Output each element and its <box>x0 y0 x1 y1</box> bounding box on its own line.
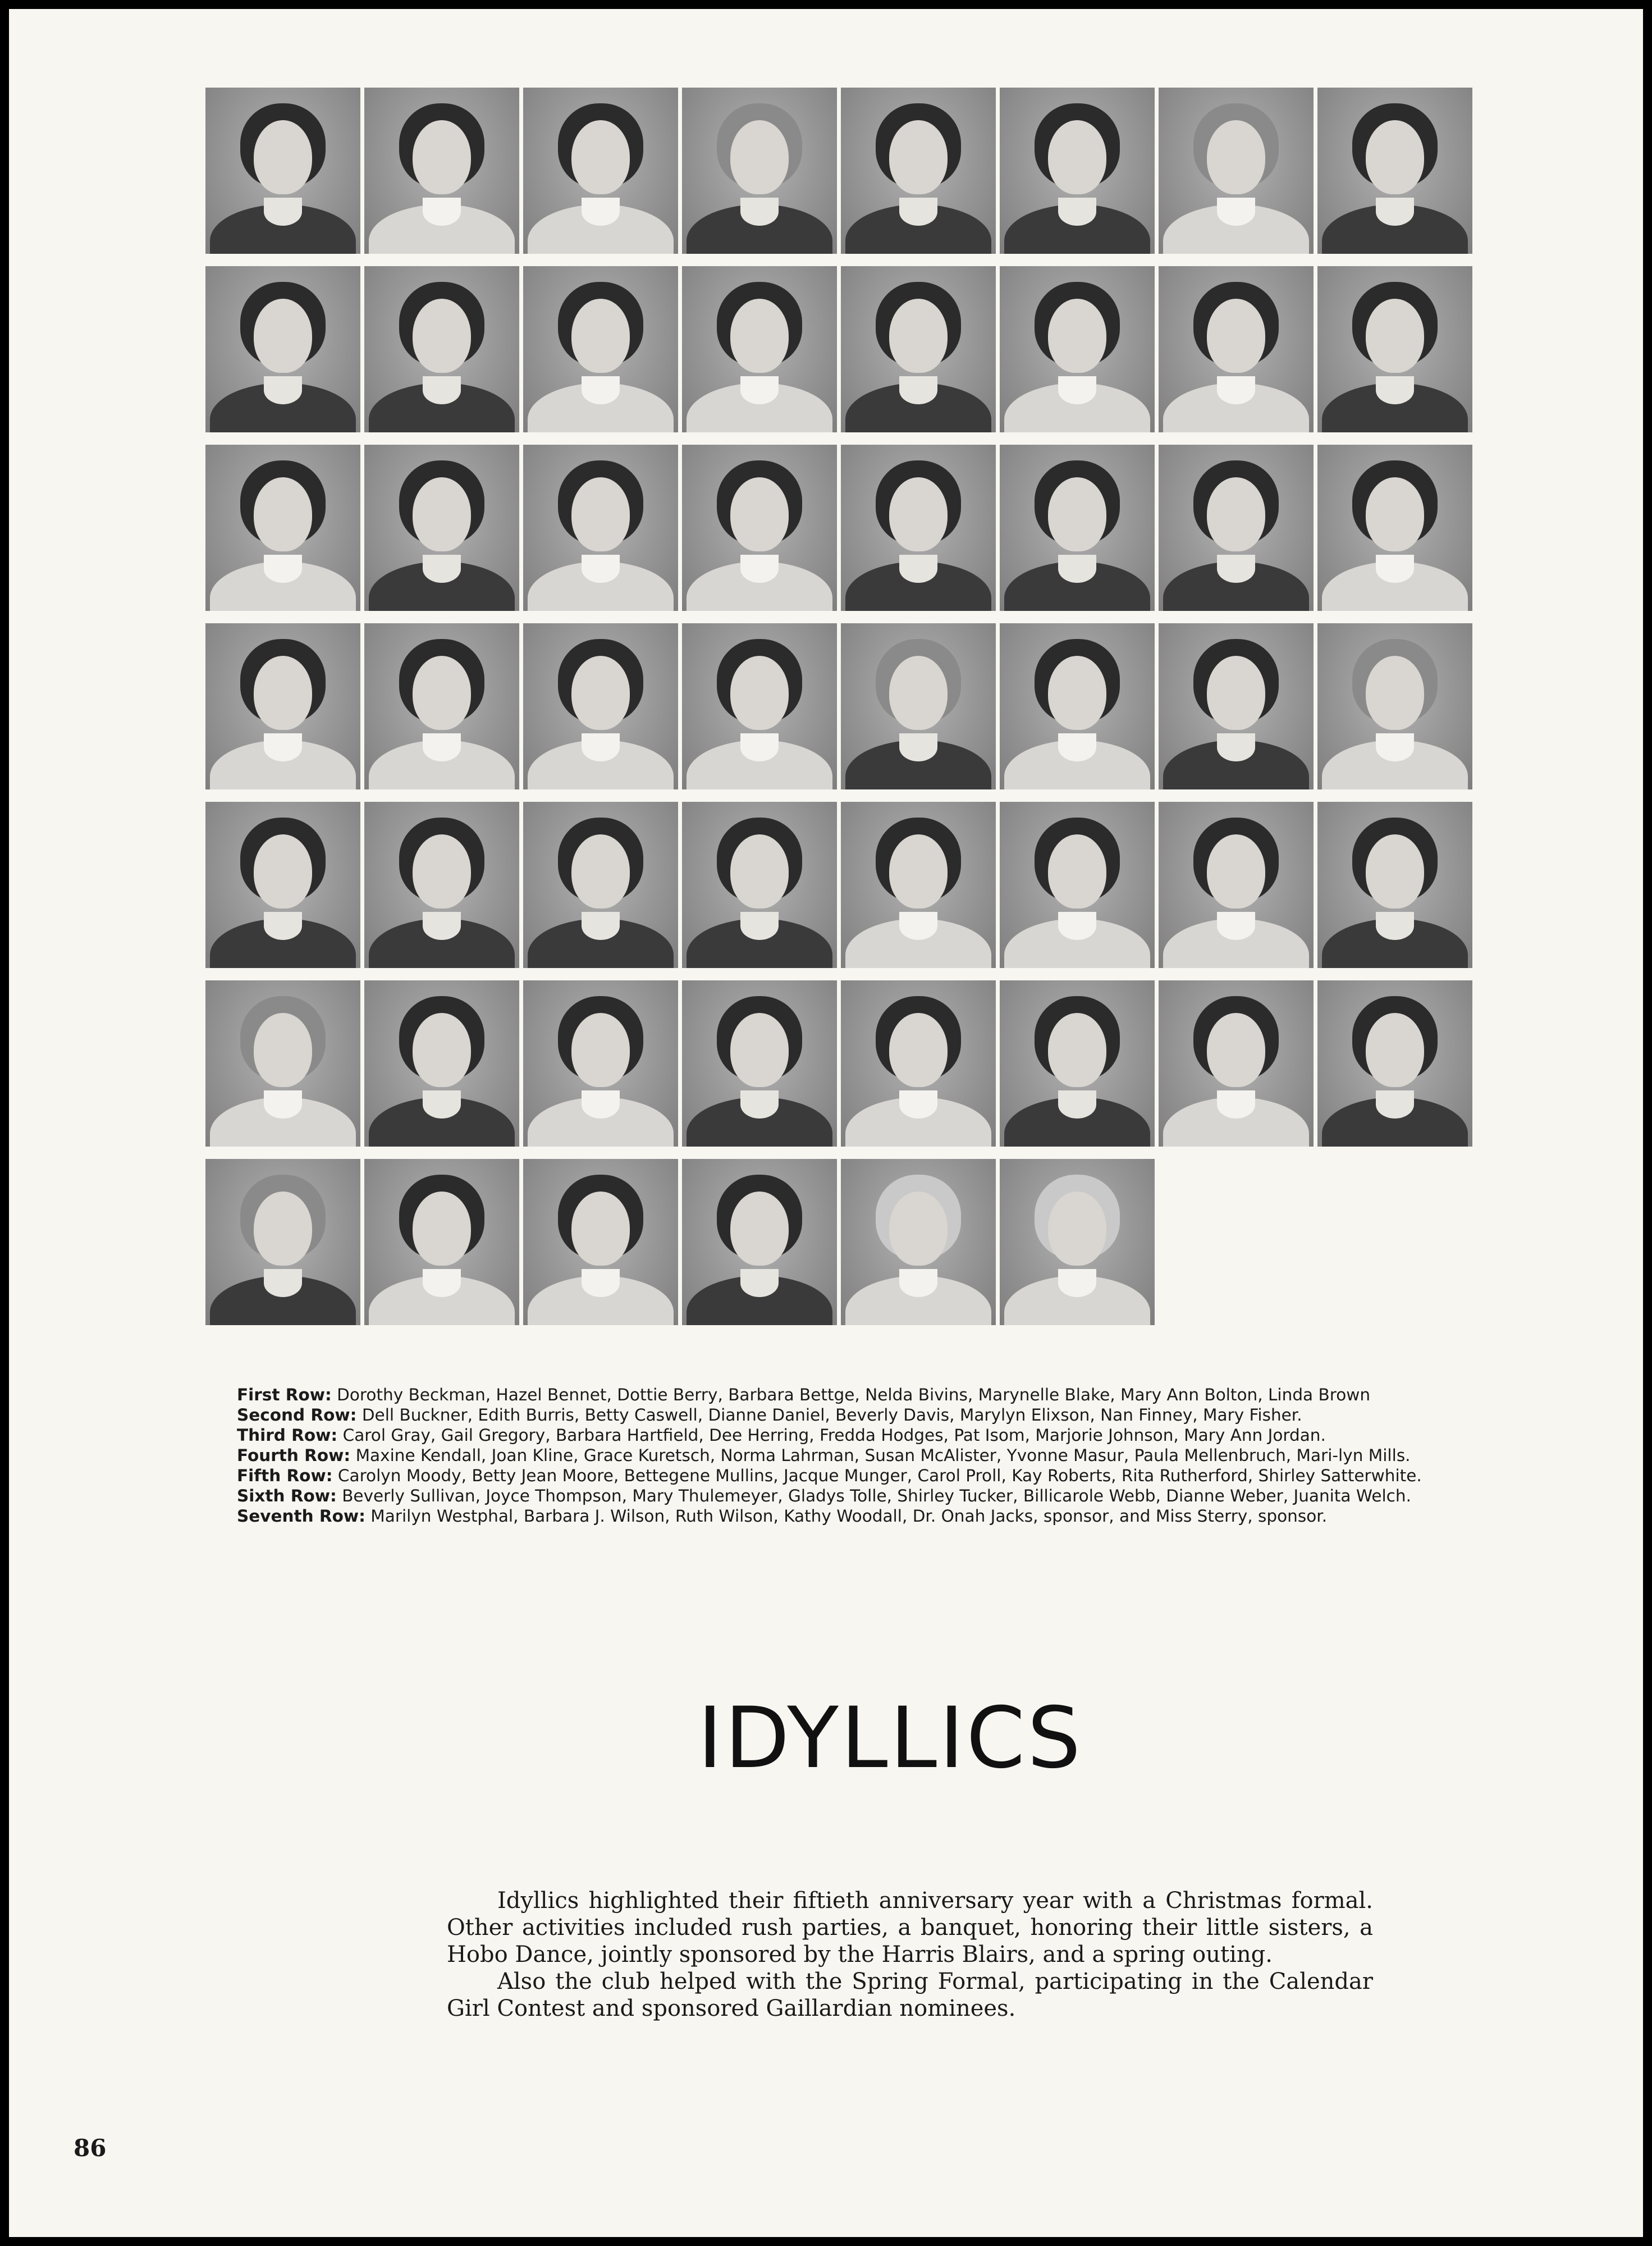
portrait-collar <box>1058 198 1096 226</box>
portrait-face <box>730 1013 789 1087</box>
portrait-face <box>1048 1192 1106 1266</box>
portrait-collar <box>1217 376 1255 404</box>
portrait-face <box>1207 477 1265 551</box>
member-portrait <box>364 1159 519 1325</box>
member-portrait <box>364 980 519 1147</box>
member-portrait <box>523 802 678 968</box>
portrait-face <box>1048 1013 1106 1087</box>
portrait-collar <box>1376 1090 1414 1119</box>
portrait-collar <box>582 198 620 226</box>
member-portrait <box>1159 88 1314 254</box>
member-portrait <box>1159 445 1314 611</box>
portrait-collar <box>740 912 779 940</box>
row-label: Fourth Row: <box>237 1446 351 1465</box>
portrait-face <box>571 477 630 551</box>
row-label: Second Row: <box>237 1405 357 1425</box>
member-portrait <box>1159 623 1314 789</box>
portrait-face <box>889 120 948 194</box>
portrait-collar <box>899 1269 937 1297</box>
member-portrait <box>682 623 837 789</box>
portrait-face <box>254 120 312 194</box>
portrait-collar <box>582 912 620 940</box>
portrait-collar <box>899 376 937 404</box>
description-paragraph-2: Also the club helped with the Spring Formal, participating in the Calendar Girl Contest and sponsored Gaillardian nominees. <box>447 1969 1373 2021</box>
portrait-face <box>413 1192 471 1266</box>
member-portrait <box>1000 266 1155 432</box>
member-portrait <box>841 445 996 611</box>
portrait-collar <box>423 1090 461 1119</box>
portrait-collar <box>1058 733 1096 761</box>
portrait-collar <box>582 555 620 583</box>
caption-row-2 <box>237 1405 1472 1425</box>
member-caption <box>237 1385 1472 1526</box>
portrait-face <box>1366 299 1424 373</box>
member-portrait <box>1000 445 1155 611</box>
portrait-collar <box>264 198 302 226</box>
member-portrait <box>841 266 996 432</box>
portrait-face <box>571 120 630 194</box>
portrait-collar <box>1376 198 1414 226</box>
portrait-collar <box>1376 376 1414 404</box>
portrait-face <box>254 299 312 373</box>
description-paragraph-1: Idyllics highlighted their fiftieth anniversary year with a Christmas formal. Other activities included rush parties, a banquet, honoring their little sisters, a Hobo Dance, jointly sponsored by the Harris Blairs, and a spring outing. <box>447 1888 1373 1967</box>
member-portrait <box>364 445 519 611</box>
portrait-collar <box>582 733 620 761</box>
club-description <box>447 1887 1373 2022</box>
row-names: Carol Gray, Gail Gregory, Barbara Hartfield, Dee Herring, Fredda Hodges, Pat Isom, Marjorie Johnson, Mary Ann Jordan. <box>342 1426 1326 1445</box>
portrait-face <box>571 299 630 373</box>
portrait-collar <box>582 1090 620 1119</box>
portrait-face <box>889 1192 948 1266</box>
portrait-face <box>571 656 630 730</box>
portrait-collar <box>264 1090 302 1119</box>
portrait-collar <box>264 912 302 940</box>
portrait-collar <box>423 912 461 940</box>
member-portrait <box>205 266 360 432</box>
portrait-face <box>254 1013 312 1087</box>
portrait-face <box>1207 120 1265 194</box>
row-names: Beverly Sullivan, Joyce Thompson, Mary Thulemeyer, Gladys Tolle, Shirley Tucker, Billicarole Webb, Dianne Weber, Juanita Welch. <box>342 1486 1411 1505</box>
portrait-face <box>889 299 948 373</box>
portrait-face <box>1048 834 1106 909</box>
yearbook-page <box>9 9 1643 2237</box>
row-names: Dell Buckner, Edith Burris, Betty Caswell, Dianne Daniel, Beverly Davis, Marylyn Elixson, Nan Finney, Mary Fisher. <box>361 1405 1302 1425</box>
caption-row-4 <box>237 1445 1472 1466</box>
member-portrait <box>682 266 837 432</box>
member-portrait <box>1000 980 1155 1147</box>
portrait-face <box>730 120 789 194</box>
portrait-collar <box>1058 912 1096 940</box>
member-portrait <box>205 445 360 611</box>
portrait-collar <box>264 733 302 761</box>
row-names: Carolyn Moody, Betty Jean Moore, Bettegene Mullins, Jacque Munger, Carol Proll, Kay Roberts, Rita Rutherford, Shirley Satterwhite. <box>337 1466 1422 1485</box>
portrait-collar <box>1376 555 1414 583</box>
row-names: Dorothy Beckman, Hazel Bennet, Dottie Berry, Barbara Bettge, Nelda Bivins, Marynelle Blake, Mary Ann Bolton, Linda Brown <box>337 1385 1371 1404</box>
portrait-face <box>254 1192 312 1266</box>
portrait-collar <box>582 376 620 404</box>
member-portrait <box>205 802 360 968</box>
member-portrait <box>1000 623 1155 789</box>
portrait-face <box>1048 120 1106 194</box>
member-portrait <box>1317 88 1472 254</box>
portrait-face <box>254 834 312 909</box>
member-portrait <box>364 266 519 432</box>
row-names: Marilyn Westphal, Barbara J. Wilson, Ruth Wilson, Kathy Woodall, Dr. Onah Jacks, sponsor, and Miss Sterry, sponsor. <box>370 1507 1328 1526</box>
member-portrait <box>841 623 996 789</box>
portrait-collar <box>740 555 779 583</box>
portrait-face <box>1366 120 1424 194</box>
portrait-face <box>730 834 789 909</box>
portrait-face <box>571 1013 630 1087</box>
portrait-collar <box>1058 1090 1096 1119</box>
portrait-collar <box>1217 912 1255 940</box>
row-names: Maxine Kendall, Joan Kline, Grace Kuretsch, Norma Lahrman, Susan McAlister, Yvonne Masur, Paula Mellenbruch, Mari-lyn Mills. <box>355 1446 1411 1465</box>
member-portrait <box>205 980 360 1147</box>
portrait-face <box>1366 834 1424 909</box>
member-portrait <box>1317 445 1472 611</box>
caption-row-3 <box>237 1425 1472 1445</box>
portrait-face <box>1366 656 1424 730</box>
portrait-collar <box>740 1090 779 1119</box>
portrait-collar <box>1217 1090 1255 1119</box>
portrait-face <box>1048 656 1106 730</box>
portrait-collar <box>264 376 302 404</box>
portrait-face <box>730 656 789 730</box>
portrait-face <box>1207 834 1265 909</box>
portrait-collar <box>423 555 461 583</box>
portrait-face <box>889 656 948 730</box>
portrait-collar <box>899 1090 937 1119</box>
portrait-face <box>889 477 948 551</box>
portrait-collar <box>264 555 302 583</box>
portrait-grid <box>205 88 1476 1339</box>
portrait-collar <box>1217 198 1255 226</box>
member-portrait <box>205 1159 360 1325</box>
portrait-face <box>413 834 471 909</box>
member-portrait <box>682 802 837 968</box>
portrait-collar <box>740 1269 779 1297</box>
portrait-collar <box>582 1269 620 1297</box>
portrait-collar <box>1058 555 1096 583</box>
member-portrait <box>1159 980 1314 1147</box>
portrait-collar <box>899 555 937 583</box>
member-portrait <box>1000 802 1155 968</box>
portrait-face <box>730 477 789 551</box>
member-portrait <box>1159 802 1314 968</box>
member-portrait <box>841 802 996 968</box>
member-portrait <box>364 88 519 254</box>
portrait-face <box>1207 299 1265 373</box>
portrait-face <box>254 477 312 551</box>
member-portrait <box>1317 623 1472 789</box>
member-portrait <box>1317 266 1472 432</box>
portrait-collar <box>899 198 937 226</box>
portrait-collar <box>423 376 461 404</box>
member-portrait <box>841 88 996 254</box>
club-title: IDYLLICS <box>697 1690 1083 1787</box>
portrait-face <box>1366 1013 1424 1087</box>
member-portrait <box>523 623 678 789</box>
portrait-collar <box>1058 376 1096 404</box>
portrait-collar <box>1217 555 1255 583</box>
portrait-collar <box>1376 912 1414 940</box>
portrait-face <box>254 656 312 730</box>
portrait-face <box>1048 477 1106 551</box>
portrait-face <box>413 656 471 730</box>
portrait-face <box>413 299 471 373</box>
caption-row-6 <box>237 1486 1472 1506</box>
portrait-face <box>413 1013 471 1087</box>
portrait-face <box>413 120 471 194</box>
portrait-collar <box>423 733 461 761</box>
member-portrait <box>682 1159 837 1325</box>
row-label: Sixth Row: <box>237 1486 337 1505</box>
member-portrait <box>523 266 678 432</box>
portrait-face <box>571 1192 630 1266</box>
portrait-face <box>1207 656 1265 730</box>
portrait-collar <box>423 1269 461 1297</box>
portrait-collar <box>423 198 461 226</box>
member-portrait <box>841 1159 996 1325</box>
portrait-face <box>413 477 471 551</box>
portrait-collar <box>740 198 779 226</box>
member-portrait <box>682 980 837 1147</box>
member-portrait <box>364 802 519 968</box>
member-portrait <box>841 980 996 1147</box>
portrait-face <box>889 1013 948 1087</box>
member-portrait <box>1317 980 1472 1147</box>
portrait-face <box>1366 477 1424 551</box>
member-portrait <box>523 1159 678 1325</box>
row-label: Seventh Row: <box>237 1507 365 1526</box>
caption-row-1 <box>237 1385 1472 1405</box>
portrait-face <box>1048 299 1106 373</box>
member-portrait <box>364 623 519 789</box>
member-portrait <box>1000 1159 1155 1325</box>
caption-row-7 <box>237 1506 1472 1526</box>
caption-row-5 <box>237 1466 1472 1486</box>
portrait-collar <box>740 733 779 761</box>
portrait-collar <box>740 376 779 404</box>
member-portrait <box>682 445 837 611</box>
portrait-face <box>1207 1013 1265 1087</box>
portrait-collar <box>1058 1269 1096 1297</box>
member-portrait <box>1000 88 1155 254</box>
portrait-face <box>571 834 630 909</box>
member-portrait <box>523 980 678 1147</box>
portrait-collar <box>899 912 937 940</box>
portrait-face <box>889 834 948 909</box>
row-label: Fifth Row: <box>237 1466 333 1485</box>
portrait-collar <box>264 1269 302 1297</box>
row-label: Third Row: <box>237 1426 338 1445</box>
portrait-collar <box>899 733 937 761</box>
portrait-face <box>730 1192 789 1266</box>
member-portrait <box>523 445 678 611</box>
row-label: First Row: <box>237 1385 332 1404</box>
member-portrait <box>205 88 360 254</box>
member-portrait <box>1317 802 1472 968</box>
member-portrait <box>205 623 360 789</box>
member-portrait <box>523 88 678 254</box>
portrait-face <box>730 299 789 373</box>
portrait-collar <box>1376 733 1414 761</box>
member-portrait <box>1159 266 1314 432</box>
member-portrait <box>682 88 837 254</box>
page-number: 86 <box>74 2134 107 2162</box>
portrait-collar <box>1217 733 1255 761</box>
